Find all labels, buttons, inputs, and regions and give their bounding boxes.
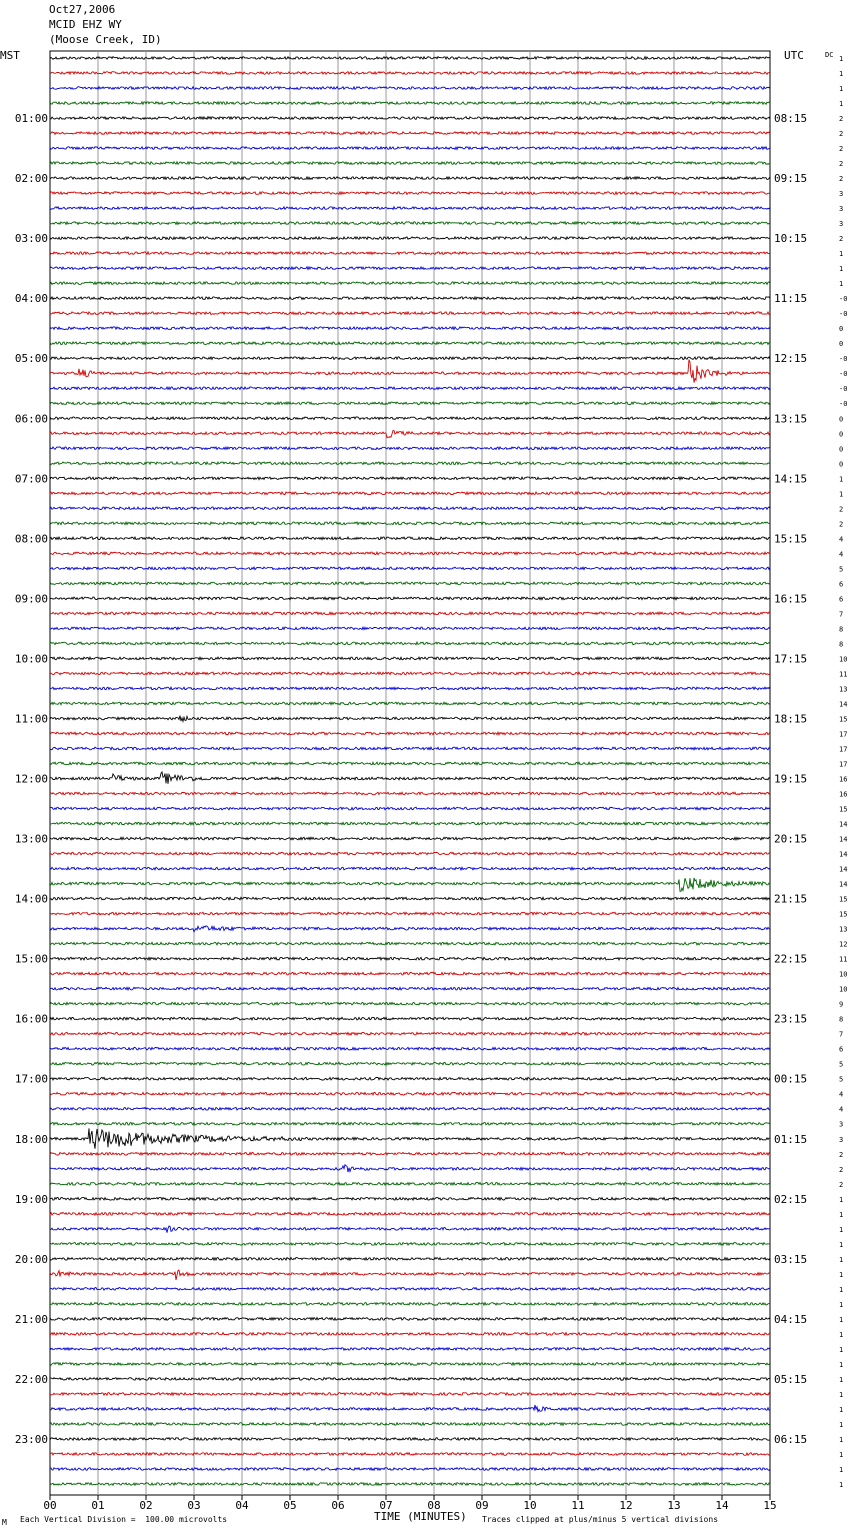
- x-tick-label: 15: [763, 1499, 777, 1512]
- seismic-trace: [50, 1393, 770, 1396]
- dc-offset-label: 17: [839, 745, 848, 754]
- left-axis-title: MST: [0, 49, 20, 62]
- seismic-trace: [50, 732, 770, 735]
- x-tick-label: 05: [283, 1499, 297, 1512]
- dc-offset-label: 5: [839, 1060, 844, 1069]
- seismic-trace: [50, 957, 770, 960]
- dc-offset-label: 1: [839, 1435, 844, 1444]
- dc-offset-label: 10: [839, 970, 848, 979]
- seismic-trace: [50, 117, 770, 120]
- dc-offset-label: -0: [839, 370, 848, 379]
- dc-offset-label: 1: [839, 1270, 844, 1279]
- utc-hour-label: 08:15: [774, 112, 808, 126]
- seismic-trace: [50, 762, 770, 765]
- seismic-trace: [50, 162, 770, 165]
- dc-offset-label: 11: [839, 955, 848, 964]
- mst-hour-label: 12:00: [14, 772, 48, 786]
- seismic-trace: [50, 357, 770, 360]
- seismic-trace: [50, 772, 770, 784]
- seismic-trace: [50, 837, 770, 840]
- station-location: (Moose Creek, ID): [49, 33, 162, 46]
- mst-hour-label: 19:00: [14, 1192, 48, 1206]
- seismic-trace: [50, 1363, 770, 1366]
- seismic-trace: [50, 1002, 770, 1005]
- dc-offset-label: 1: [839, 1420, 844, 1429]
- seismic-trace: [50, 431, 770, 438]
- x-tick-label: 13: [667, 1499, 681, 1512]
- seismic-trace: [50, 1270, 770, 1280]
- utc-hour-label: 22:15: [774, 952, 808, 966]
- seismic-trace: [50, 477, 770, 480]
- seismic-trace: [50, 252, 770, 255]
- x-tick-label: 14: [715, 1499, 729, 1512]
- dc-offset-label: 1: [839, 1240, 844, 1249]
- mst-hour-label: 15:00: [14, 952, 48, 966]
- seismic-trace: [50, 1303, 770, 1306]
- dc-offset-label: 3: [839, 220, 844, 229]
- seismic-trace: [50, 132, 770, 135]
- mst-hour-label: 14:00: [14, 892, 48, 906]
- dc-offset-label: 1: [839, 1360, 844, 1369]
- dc-offset-label: 2: [839, 145, 844, 154]
- seismic-trace: [50, 582, 770, 585]
- utc-hour-label: 01:15: [774, 1132, 808, 1146]
- mst-hour-label: 09:00: [14, 592, 48, 606]
- seismic-trace: [50, 177, 770, 180]
- dc-offset-label: 4: [839, 535, 844, 544]
- mst-hour-label: 16:00: [14, 1012, 48, 1026]
- x-tick-label: 09: [475, 1499, 489, 1512]
- dc-offset-label: 8: [839, 625, 844, 634]
- seismic-trace: [50, 1032, 770, 1035]
- utc-hour-label: 18:15: [774, 712, 808, 726]
- seismic-trace: [50, 342, 770, 345]
- dc-offset-label: 6: [839, 580, 844, 589]
- utc-hour-label: 21:15: [774, 892, 808, 906]
- seismic-trace: [50, 522, 770, 525]
- dc-offset-label: 14: [839, 700, 848, 709]
- seismic-trace: [50, 312, 770, 315]
- seismic-trace: [50, 987, 770, 990]
- dc-offset-label: 7: [839, 610, 844, 619]
- seismic-trace: [50, 417, 770, 420]
- seismic-trace: [50, 447, 770, 450]
- seismic-trace: [50, 1258, 770, 1261]
- seismic-trace: [50, 72, 770, 75]
- dc-offset-label: 0: [839, 460, 844, 469]
- dc-offset-label: -0: [839, 355, 848, 364]
- dc-offset-label: 10: [839, 655, 848, 664]
- mst-hour-label: 06:00: [14, 412, 48, 426]
- dc-offset-label: 2: [839, 115, 844, 124]
- utc-hour-label: 12:15: [774, 352, 808, 366]
- utc-hour-label: 04:15: [774, 1312, 808, 1326]
- seismic-trace: [50, 1243, 770, 1246]
- utc-hour-label: 05:15: [774, 1372, 808, 1386]
- dc-offset-label: 14: [839, 865, 848, 874]
- seismic-trace: [50, 657, 770, 660]
- seismic-trace: [50, 597, 770, 600]
- seismic-trace: [50, 1122, 770, 1125]
- mst-hour-label: 21:00: [14, 1312, 48, 1326]
- seismic-trace: [50, 926, 770, 932]
- seismic-trace: [50, 878, 770, 891]
- seismic-trace: [50, 1017, 770, 1020]
- seismic-trace: [50, 1453, 770, 1456]
- dc-offset-label: 1: [839, 55, 844, 63]
- dc-offset-label: 0: [839, 415, 844, 424]
- dc-offset-label: 0: [839, 430, 844, 439]
- mst-hour-label: 10:00: [14, 652, 48, 666]
- dc-offset-label: 1: [839, 100, 844, 109]
- utc-hour-label: 00:15: [774, 1072, 808, 1086]
- seismic-trace: [50, 852, 770, 855]
- dc-offset-label: 13: [839, 925, 848, 934]
- seismic-trace: [50, 1288, 770, 1291]
- utc-hour-label: 20:15: [774, 832, 808, 846]
- dc-offset-label: 1: [839, 1195, 844, 1204]
- dc-offset-label: 3: [839, 1135, 844, 1144]
- seismic-trace: [50, 1378, 770, 1381]
- seismic-trace: [50, 297, 770, 300]
- dc-offset-label: 4: [839, 1105, 844, 1114]
- seismic-trace: [50, 1062, 770, 1065]
- seismic-trace: [50, 462, 770, 465]
- seismic-trace: [50, 402, 770, 405]
- utc-hour-label: 17:15: [774, 652, 808, 666]
- x-axis-title: TIME (MINUTES): [374, 1510, 467, 1523]
- dc-offset-label: 6: [839, 595, 844, 604]
- record-date: Oct27,2006: [49, 3, 116, 16]
- x-tick-label: 03: [187, 1499, 201, 1512]
- dc-offset-label: 1: [839, 1375, 844, 1384]
- mst-hour-label: 07:00: [14, 472, 48, 486]
- dc-offset-label: 10: [839, 985, 848, 994]
- dc-offset-label: 2: [839, 1150, 844, 1159]
- seismic-trace: [50, 1128, 770, 1148]
- dc-offset-label: 1: [839, 1405, 844, 1414]
- seismic-trace: [50, 360, 770, 383]
- dc-offset-label: 5: [839, 1075, 844, 1084]
- dc-offset-label: 8: [839, 640, 844, 649]
- dc-offset-label: 15: [839, 895, 848, 904]
- dc-offset-label: 1: [839, 1330, 844, 1339]
- utc-hour-label: 06:15: [774, 1432, 808, 1446]
- dc-offset-label: -0: [839, 400, 848, 409]
- right-axis-title: UTC: [784, 49, 804, 62]
- seismic-trace: [50, 222, 770, 225]
- mst-hour-label: 22:00: [14, 1372, 48, 1386]
- seismic-trace: [50, 192, 770, 195]
- dc-offset-label: -0: [839, 310, 848, 319]
- dc-offset-label: 11: [839, 670, 848, 679]
- seismic-trace: [50, 1153, 770, 1156]
- seismic-trace: [50, 147, 770, 150]
- seismic-trace: [50, 1198, 770, 1201]
- dc-offset-label: 6: [839, 1045, 844, 1054]
- seismic-trace: [50, 1183, 770, 1186]
- dc-offset-label: 0: [839, 340, 844, 349]
- seismic-trace: [50, 1438, 770, 1441]
- utc-hour-label: 23:15: [774, 1012, 808, 1026]
- seismic-trace: [50, 747, 770, 750]
- dc-offset-label: 17: [839, 730, 848, 739]
- utc-hour-label: 10:15: [774, 232, 808, 246]
- dc-column-title: DC: [825, 51, 834, 59]
- dc-offset-label: 1: [839, 1210, 844, 1219]
- dc-offset-label: 1: [839, 1450, 844, 1459]
- utc-hour-label: 16:15: [774, 592, 808, 606]
- seismic-trace: [50, 972, 770, 975]
- mst-hour-label: 17:00: [14, 1072, 48, 1086]
- x-tick-label: 01: [91, 1499, 105, 1512]
- seismic-trace: [50, 612, 770, 615]
- seismic-trace: [50, 687, 770, 690]
- utc-hour-label: 13:15: [774, 412, 808, 426]
- dc-offset-label: 14: [839, 835, 848, 844]
- dc-offset-label: 1: [839, 85, 844, 94]
- dc-offset-label: 1: [839, 1390, 844, 1399]
- dc-offset-label: 2: [839, 130, 844, 139]
- seismic-trace: [50, 867, 770, 870]
- seismic-trace: [50, 822, 770, 825]
- mst-hour-label: 01:00: [14, 112, 48, 126]
- dc-offset-label: 1: [839, 70, 844, 79]
- mst-hour-label: 23:00: [14, 1432, 48, 1446]
- mst-hour-label: 04:00: [14, 292, 48, 306]
- utc-hour-label: 09:15: [774, 172, 808, 186]
- dc-offset-label: 1: [839, 250, 844, 259]
- dc-offset-label: 2: [839, 175, 844, 184]
- dc-offset-label: 5: [839, 565, 844, 574]
- dc-offset-label: 1: [839, 490, 844, 499]
- dc-offset-label: 12: [839, 940, 848, 949]
- dc-offset-label: 14: [839, 880, 848, 889]
- seismic-trace: [50, 327, 770, 330]
- seismic-trace: [50, 87, 770, 90]
- dc-offset-label: 14: [839, 850, 848, 859]
- dc-offset-label: 4: [839, 1090, 844, 1099]
- mst-hour-label: 18:00: [14, 1132, 48, 1146]
- utc-hour-label: 19:15: [774, 772, 808, 786]
- x-tick-label: 08: [427, 1499, 441, 1512]
- dc-offset-label: 2: [839, 1165, 844, 1174]
- seismic-trace: [50, 1318, 770, 1321]
- seismic-trace: [50, 627, 770, 630]
- x-tick-label: 10: [523, 1499, 537, 1512]
- dc-offset-label: 7: [839, 1030, 844, 1039]
- dc-offset-label: 1: [839, 265, 844, 274]
- dc-offset-label: 0: [839, 445, 844, 454]
- dc-offset-label: 3: [839, 1120, 844, 1129]
- mst-hour-label: 05:00: [14, 352, 48, 366]
- dc-offset-label: 15: [839, 715, 848, 724]
- seismic-trace: [50, 1483, 770, 1486]
- dc-offset-label: 1: [839, 1465, 844, 1474]
- dc-offset-label: 1: [839, 1255, 844, 1264]
- seismic-trace: [50, 1348, 770, 1351]
- x-tick-label: 02: [139, 1499, 153, 1512]
- dc-offset-label: 15: [839, 910, 848, 919]
- dc-offset-label: 2: [839, 235, 844, 244]
- dc-offset-label: 2: [839, 160, 844, 169]
- dc-offset-label: 1: [839, 1285, 844, 1294]
- mst-hour-label: 03:00: [14, 232, 48, 246]
- dc-offset-label: 1: [839, 1345, 844, 1354]
- seismic-trace: [50, 1047, 770, 1050]
- mst-hour-label: 08:00: [14, 532, 48, 546]
- x-tick-label: 04: [235, 1499, 249, 1512]
- mst-hour-label: 11:00: [14, 712, 48, 726]
- seismic-trace: [50, 702, 770, 705]
- seismic-trace: [50, 1092, 770, 1095]
- dc-offset-label: 4: [839, 550, 844, 559]
- utc-hour-label: 11:15: [774, 292, 808, 306]
- station-code: MCID EHZ WY: [49, 18, 122, 31]
- x-tick-label: 12: [619, 1499, 633, 1512]
- seismic-trace: [50, 642, 770, 645]
- dc-offset-label: 1: [839, 1315, 844, 1324]
- dc-offset-label: -0: [839, 385, 848, 394]
- seismic-trace: [50, 267, 770, 270]
- utc-hour-label: 03:15: [774, 1252, 808, 1266]
- mst-hour-label: 20:00: [14, 1252, 48, 1266]
- seismic-trace: [50, 897, 770, 900]
- seismic-trace: [50, 672, 770, 675]
- scale-note: Each Vertical Division = 100.00 microvolts: [20, 1515, 228, 1524]
- dc-offset-label: 13: [839, 685, 848, 694]
- seismic-trace: [50, 1213, 770, 1216]
- x-tick-label: 06: [331, 1499, 345, 1512]
- dc-offset-label: 17: [839, 760, 848, 769]
- seismic-trace: [50, 1423, 770, 1426]
- seismic-trace: [50, 792, 770, 795]
- seismic-trace: [50, 807, 770, 810]
- seismic-trace: [50, 1405, 770, 1412]
- mst-hour-label: 02:00: [14, 172, 48, 186]
- seismic-trace: [50, 1165, 770, 1172]
- x-tick-label: 07: [379, 1499, 393, 1512]
- seismic-trace: [50, 1077, 770, 1080]
- dc-offset-label: 0: [839, 325, 844, 334]
- dc-offset-label: 16: [839, 775, 848, 784]
- seismic-trace: [50, 387, 770, 390]
- dc-offset-label: 3: [839, 205, 844, 214]
- dc-offset-label: 1: [839, 1225, 844, 1234]
- utc-hour-label: 14:15: [774, 472, 808, 486]
- dc-offset-label: 15: [839, 805, 848, 814]
- dc-offset-label: 2: [839, 1180, 844, 1189]
- seismic-trace: [50, 1333, 770, 1336]
- dc-offset-label: 1: [839, 1481, 844, 1489]
- seismic-trace: [50, 57, 770, 60]
- dc-offset-label: 2: [839, 505, 844, 514]
- dc-offset-label: 1: [839, 280, 844, 289]
- corner-mark: M: [2, 1518, 7, 1527]
- mst-hour-label: 13:00: [14, 832, 48, 846]
- seismic-trace: [50, 207, 770, 210]
- dc-offset-label: 8: [839, 1015, 844, 1024]
- x-tick-label: 00: [43, 1499, 57, 1512]
- utc-hour-label: 15:15: [774, 532, 808, 546]
- seismic-trace: [50, 537, 770, 540]
- dc-offset-label: 1: [839, 475, 844, 484]
- dc-offset-label: 1: [839, 1300, 844, 1309]
- seismic-trace: [50, 1107, 770, 1110]
- dc-offset-label: 9: [839, 1000, 844, 1009]
- dc-offset-label: 14: [839, 820, 848, 829]
- utc-hour-label: 02:15: [774, 1192, 808, 1206]
- seismic-trace: [50, 507, 770, 510]
- seismic-trace: [50, 237, 770, 240]
- seismic-trace: [50, 102, 770, 105]
- seismic-trace: [50, 492, 770, 495]
- dc-offset-label: 3: [839, 190, 844, 199]
- seismic-trace: [50, 552, 770, 555]
- seismic-trace: [50, 1226, 770, 1233]
- x-tick-label: 11: [571, 1499, 585, 1512]
- seismic-trace: [50, 567, 770, 570]
- seismic-trace: [50, 716, 770, 722]
- seismic-trace: [50, 1468, 770, 1471]
- seismic-trace: [50, 942, 770, 945]
- dc-offset-label: -0: [839, 295, 848, 304]
- clip-note: Traces clipped at plus/minus 5 vertical divisions: [482, 1515, 719, 1524]
- dc-offset-label: 2: [839, 520, 844, 529]
- seismic-trace: [50, 912, 770, 915]
- dc-offset-label: 16: [839, 790, 848, 799]
- seismic-trace: [50, 282, 770, 285]
